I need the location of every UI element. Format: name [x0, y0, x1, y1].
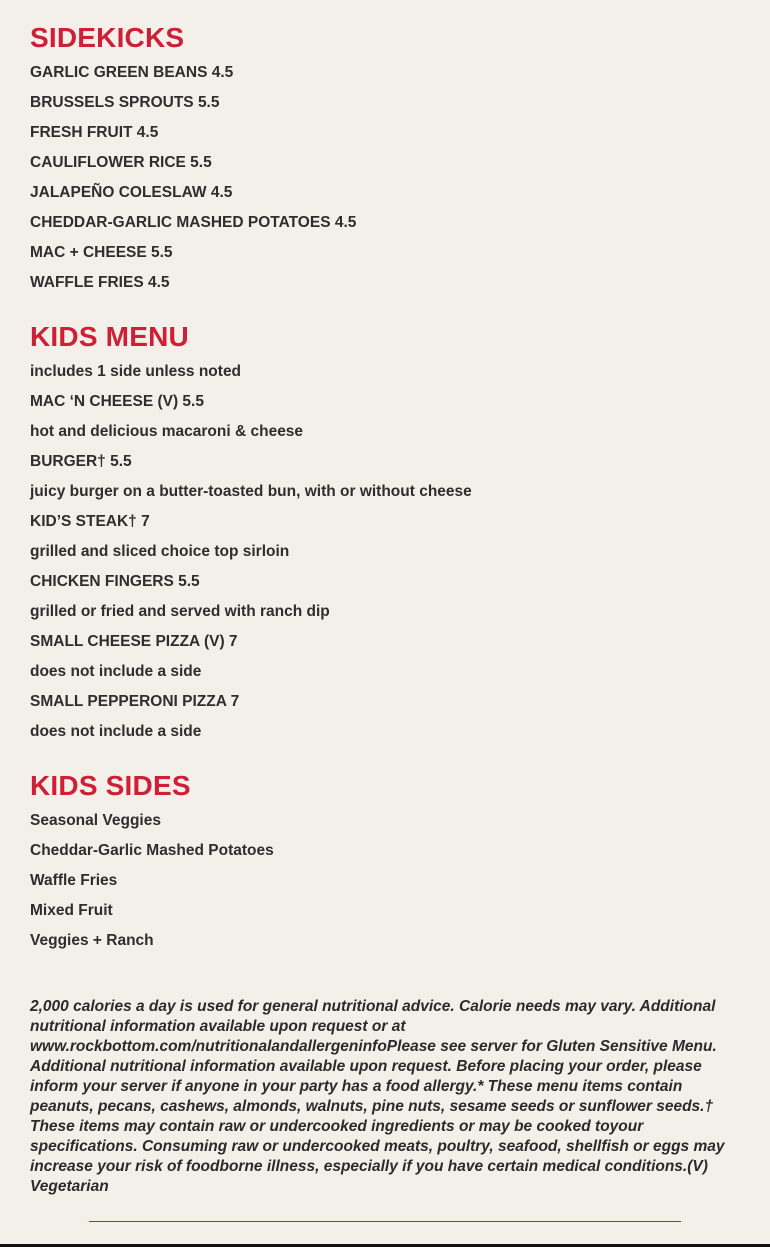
kids-sides-title: KIDS SIDES [30, 770, 191, 801]
menu-item: Mixed Fruit [30, 902, 113, 919]
menu-item: Cheddar-Garlic Mashed Potatoes [30, 842, 274, 859]
menu-item: GARLIC GREEN BEANS 4.5 [30, 64, 234, 81]
menu-item-description: does not include a side [30, 723, 202, 740]
menu-item: BRUSSELS SPROUTS 5.5 [30, 94, 220, 111]
menu-item: Waffle Fries [30, 872, 118, 889]
menu-item-description: grilled and sliced choice top sirloin [30, 543, 290, 560]
menu-item: JALAPEÑO COLESLAW 4.5 [30, 184, 233, 201]
menu-item: CAULIFLOWER RICE 5.5 [30, 154, 212, 171]
menu-item: CHEDDAR-GARLIC MASHED POTATOES 4.5 [30, 214, 357, 231]
kids-sides-section [30, 770, 274, 956]
menu-item: BURGER† 5.5 [30, 453, 132, 470]
menu-item: MAC ‘N CHEESE (V) 5.5 [30, 393, 204, 410]
footer-divider [89, 1221, 681, 1222]
menu-item-description: grilled or fried and served with ranch dip [30, 603, 330, 620]
menu-item: Seasonal Veggies [30, 812, 161, 829]
kids-menu-section [30, 321, 472, 747]
nutrition-disclaimer: 2,000 calories a day is used for general nutritional advice. Calorie needs may vary. Additional nutritional information available upon request or at www.rockbottom.com/nutritionalandallergeninfoPlease see server for Gluten Sensitive Menu. Additional nutritional information available upon request. Before placing your order, please inform your server if anyone in your party has a food allergy.* These menu items contain peanuts, pecans, cashews, almonds, walnuts, pine nuts, sesame seeds or sunflower seeds.† These items may contain raw or undercooked ingredients or may be cooked toyour specifications. Consuming raw or undercooked meats, poultry, seafood, shellfish or eggs may increase your risk of foodborne illness, especially if you have certain medical conditions.(V) Vegetarian [30, 997, 725, 1195]
menu-item: SMALL PEPPERONI PIZZA 7 [30, 693, 240, 710]
menu-item: CHICKEN FINGERS 5.5 [30, 573, 200, 590]
menu-item: Veggies + Ranch [30, 932, 154, 949]
menu-item: FRESH FRUIT 4.5 [30, 124, 159, 141]
menu-item: MAC + CHEESE 5.5 [30, 244, 173, 261]
menu-item-description: juicy burger on a butter-toasted bun, with or without cheese [30, 483, 472, 500]
menu-item-description: hot and delicious macaroni & cheese [30, 423, 304, 440]
menu-item: WAFFLE FRIES 4.5 [30, 274, 170, 291]
sidekicks-section [30, 22, 356, 298]
kids-menu-note: includes 1 side unless noted [30, 363, 242, 380]
sidekicks-title: SIDEKICKS [30, 22, 185, 53]
menu-item: KID’S STEAK† 7 [30, 513, 150, 530]
kids-menu-title: KIDS MENU [30, 321, 189, 352]
menu-item-description: does not include a side [30, 663, 202, 680]
menu-item: SMALL CHEESE PIZZA (V) 7 [30, 633, 238, 650]
